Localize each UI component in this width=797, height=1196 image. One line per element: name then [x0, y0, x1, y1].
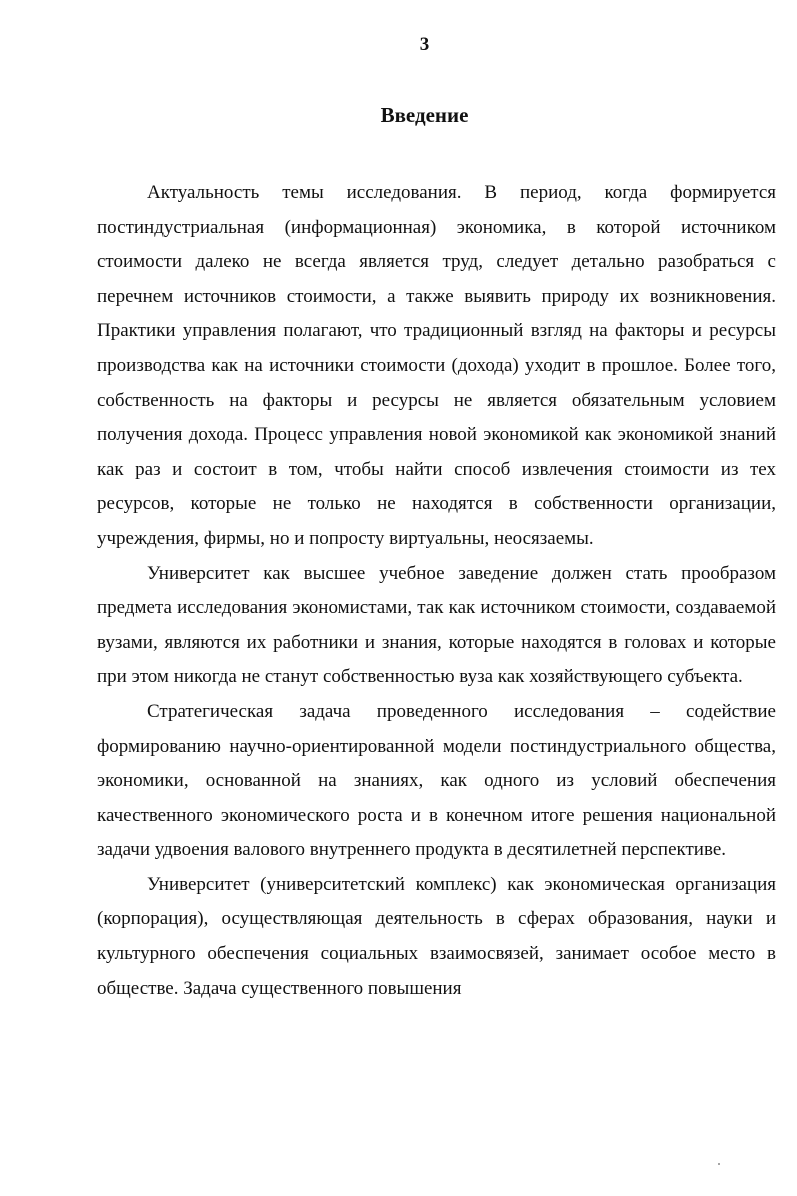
body-text: [97, 176, 776, 1006]
scan-speck: [718, 1163, 720, 1165]
paragraph-strategic-goal: Стратегическая задача проведенного исследования – содействие формированию научно-ориентированной модели постиндустриального общества, экономики, основанной на знаниях, как одного из условий обеспечения качественного экономического роста и в конечном итоге решения национальной задачи удвоения валового внутреннего продукта в десятилетней перспективе.: [97, 700, 776, 861]
paragraph-university-organization: Университет (университетский комплекс) как экономическая организация (корпорация), осуществляющая деятельность в сферах образования, науки и культурного обеспечения социальных взаимосвязей, занимает особое место в обществе. Задача существенного повышения: [97, 873, 776, 999]
page-number: 3: [419, 34, 430, 55]
section-heading: Введение: [380, 103, 469, 127]
paragraph-university-role: Университет как высшее учебное заведение должен стать прообразом предмета исследования экономистами, так как источником стоимости, создаваемой вузами, являются их работники и знания, которые находятся в головах и которые при этом никогда не станут собственностью вуза как хозяйствующего субъекта.: [97, 562, 776, 688]
paragraph-relevance: Актуальность темы исследования. В период, когда формируется постиндустриальная (информационная) экономика, в которой источником стоимости далеко не всегда является труд, следует детально разобраться с перечнем источников стоимости, а также выявить природу их возникновения. Практики управления полагают, что традиционный взгляд на факторы и ресурсы производства как на источники стоимости (дохода) уходит в прошлое. Более того, собственность на факторы и ресурсы не является обязательным условием получения дохода. Процесс управления новой экономикой как экономикой знаний как раз и состоит в том, чтобы найти способ извлечения стоимости из тех ресурсов, которые не только не находятся в собственности организации, учреждения, фирмы, но и попросту виртуальны, неосязаемы.: [97, 182, 776, 549]
